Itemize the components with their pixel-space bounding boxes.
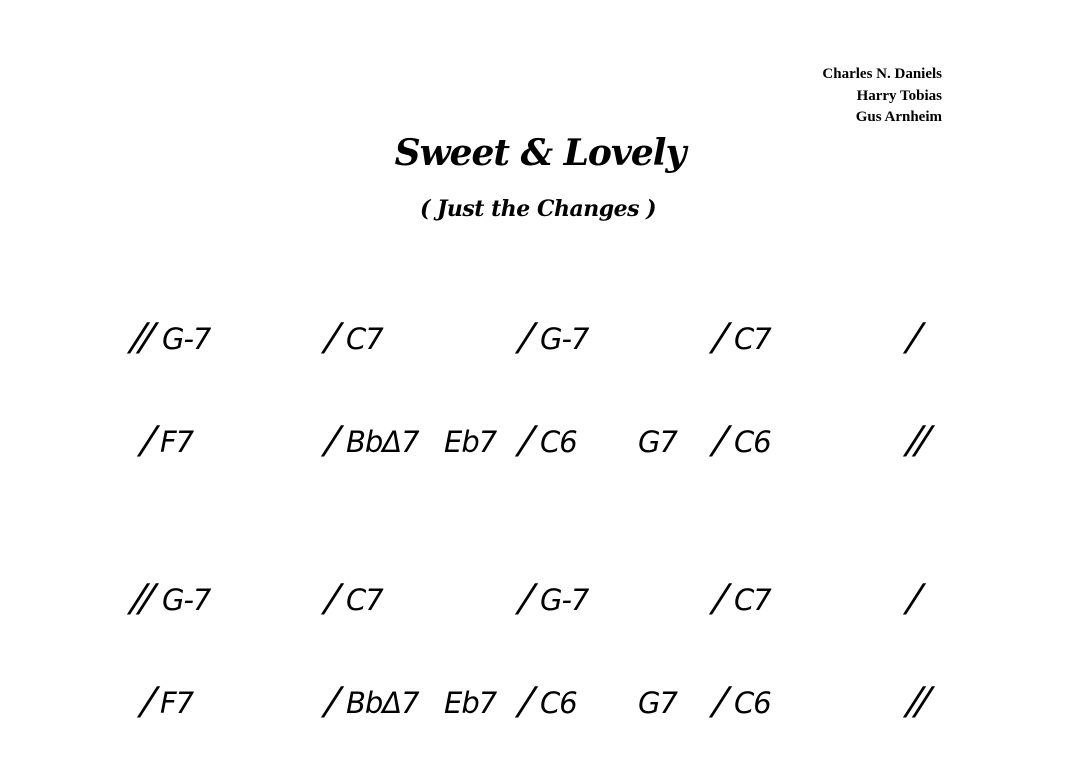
barline: / — [322, 576, 338, 620]
barline: / — [138, 418, 154, 462]
chord-symbol: C7 — [734, 322, 771, 356]
final-double-barline: // — [904, 418, 929, 462]
chord-symbol: C6 — [734, 425, 771, 459]
barline: / — [710, 315, 726, 359]
chord-symbol: G7 — [638, 425, 677, 459]
end-barline: / — [904, 576, 920, 620]
end-barline: / — [904, 315, 920, 359]
chord-symbol: G7 — [638, 686, 677, 720]
composer-name: Harry Tobias — [856, 87, 942, 104]
chord-row — [0, 680, 1072, 728]
barline: / — [516, 315, 532, 359]
chord-symbol: G-7 — [162, 583, 211, 617]
barline: / — [516, 576, 532, 620]
barline: / — [710, 418, 726, 462]
chord-row — [0, 419, 1072, 467]
barline: / — [516, 418, 532, 462]
chord-symbol: C6 — [540, 686, 577, 720]
final-double-barline: // — [904, 679, 929, 723]
barline: / — [710, 576, 726, 620]
chord-symbol: G-7 — [540, 322, 589, 356]
barline: / — [138, 679, 154, 723]
chord-symbol: Eb7 — [444, 425, 497, 459]
composer-name: Charles N. Daniels — [822, 66, 942, 82]
chord-symbol: G-7 — [540, 583, 589, 617]
chord-symbol: C7 — [346, 583, 383, 617]
chord-row — [0, 577, 1072, 625]
chord-symbol: BbΔ7 — [346, 686, 419, 720]
chord-symbol: F7 — [160, 425, 194, 459]
barline: / — [322, 679, 338, 723]
chord-row — [0, 316, 1072, 364]
double-barline: // — [128, 576, 153, 620]
chord-symbol: C7 — [346, 322, 383, 356]
barline: / — [710, 679, 726, 723]
double-barline: // — [128, 315, 153, 359]
chord-symbol: F7 — [160, 686, 194, 720]
chord-symbol: BbΔ7 — [346, 425, 419, 459]
chord-symbol: C7 — [734, 583, 771, 617]
chord-symbol: Eb7 — [444, 686, 497, 720]
composer-name: Gus Arnheim — [855, 109, 942, 125]
barline: / — [516, 679, 532, 723]
chord-symbol: C6 — [540, 425, 577, 459]
chord-symbol: G-7 — [162, 322, 211, 356]
barline: / — [322, 315, 338, 359]
barline: / — [322, 418, 338, 462]
song-title: Sweet & Lovely — [394, 132, 686, 174]
song-subtitle: ( Just the Changes ) — [419, 196, 657, 222]
chord-symbol: C6 — [734, 686, 771, 720]
